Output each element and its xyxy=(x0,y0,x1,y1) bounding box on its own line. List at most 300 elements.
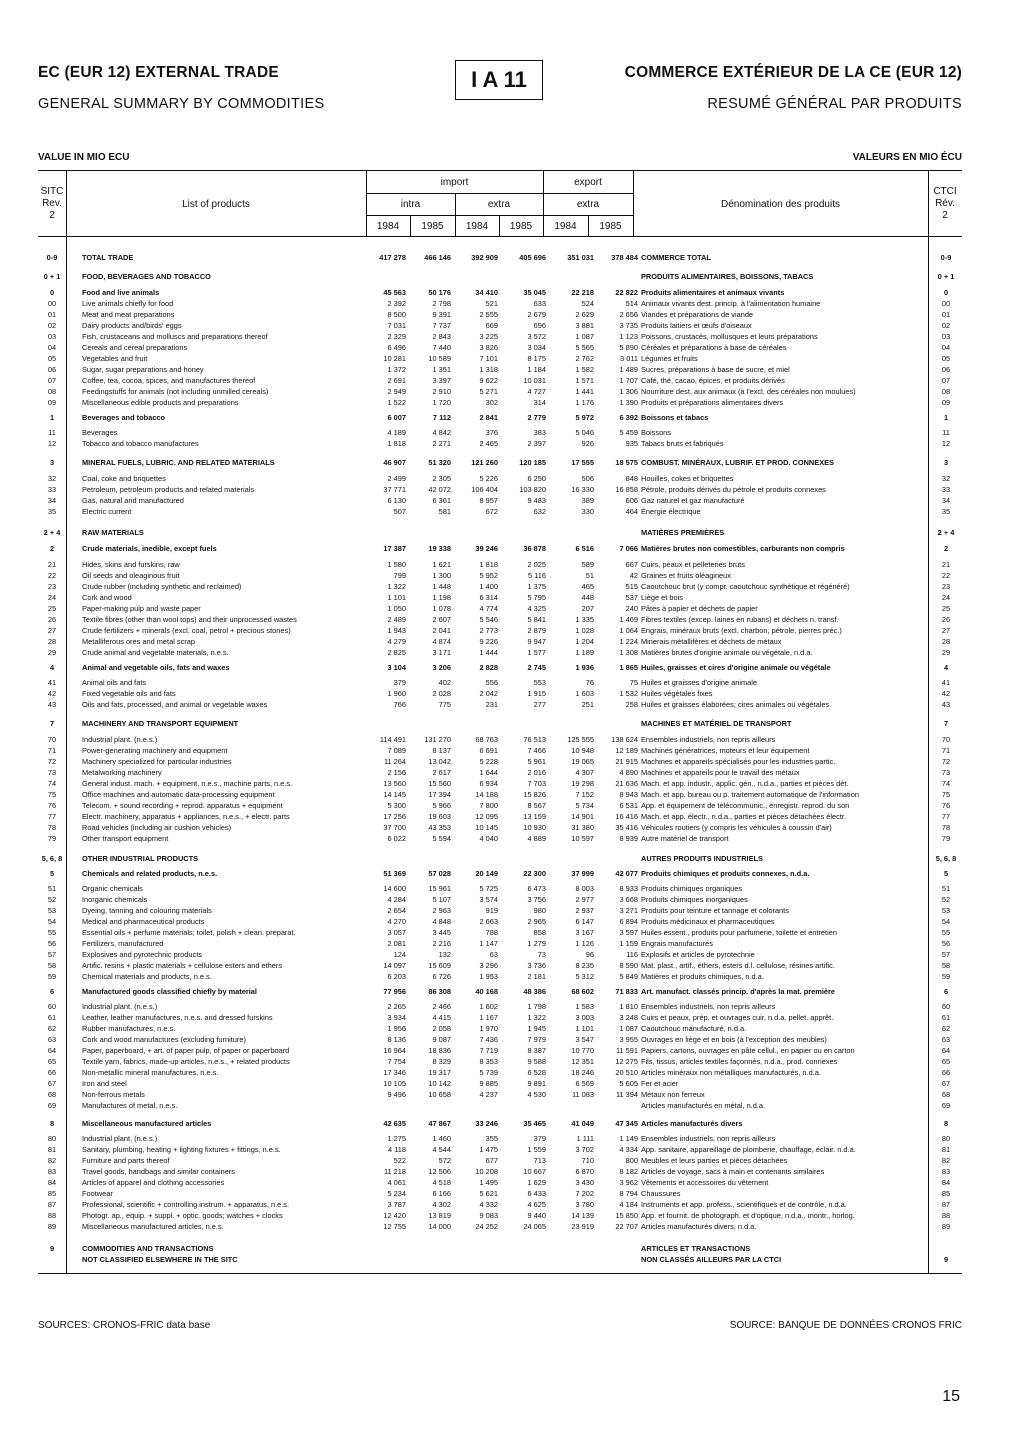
value-cell: 34 410 xyxy=(475,288,498,297)
sitc-code: 2 + 4 xyxy=(43,528,61,537)
value-cell: 4 334 xyxy=(619,1145,638,1154)
value-cell: 4 415 xyxy=(432,1013,451,1022)
ctci-code: 0 xyxy=(943,288,949,297)
table-row xyxy=(38,543,962,554)
product-label-en: Crude animal and vegetable materials, n.e.s. xyxy=(82,648,229,657)
sitc-code: 0 + 1 xyxy=(43,272,61,281)
value-cell: 6 166 xyxy=(432,1189,451,1198)
sitc-code: 43 xyxy=(47,700,57,709)
value-cell: 20 510 xyxy=(615,1068,638,1077)
value-cell: 8 329 xyxy=(432,1057,451,1066)
sitc-code: 52 xyxy=(47,895,57,904)
table-row xyxy=(38,688,962,699)
value-cell: 10 948 xyxy=(571,746,594,755)
value-cell: 2 329 xyxy=(387,332,406,341)
table-row xyxy=(38,800,962,811)
value-cell: 7 719 xyxy=(479,1046,498,1055)
value-cell: 6 726 xyxy=(432,972,451,981)
value-cell: 2 305 xyxy=(432,474,451,483)
ctci-code: 68 xyxy=(941,1090,951,1099)
table-row xyxy=(38,894,962,905)
table-row xyxy=(38,1221,962,1232)
ctci-code: 03 xyxy=(941,332,951,341)
value-cell: 379 xyxy=(533,1134,546,1143)
value-cell: 5 312 xyxy=(575,972,594,981)
value-cell: 19 317 xyxy=(428,1068,451,1077)
table-row xyxy=(38,495,962,506)
table-row xyxy=(38,949,962,960)
product-label-fr: Caoutchouc brut (y compr. caoutchouc synthétique et régénéré) xyxy=(641,582,850,591)
value-cell: 2 879 xyxy=(527,626,546,635)
sitc-code: 55 xyxy=(47,928,57,937)
value-cell: 6 022 xyxy=(387,834,406,843)
value-unit-left: VALUE IN MIO ECU xyxy=(38,152,130,163)
product-label-en: Crude rubber (including synthetic and reclaimed) xyxy=(82,582,242,591)
product-label-fr: Métaux non ferreux xyxy=(641,1090,705,1099)
value-cell: 1 275 xyxy=(387,1134,406,1143)
value-cell: 4 237 xyxy=(479,1090,498,1099)
value-cell: 4 061 xyxy=(387,1178,406,1187)
value-cell: 1 204 xyxy=(575,637,594,646)
table-row xyxy=(38,1100,962,1111)
sitc-code: 56 xyxy=(47,939,57,948)
value-cell: 2 466 xyxy=(432,1002,451,1011)
value-cell: 919 xyxy=(485,906,498,915)
product-label-fr: Articles de voyage, sacs à main et contenants similaires xyxy=(641,1167,825,1176)
value-cell: 22 300 xyxy=(523,869,546,878)
table-row xyxy=(38,527,962,538)
product-label-fr: Huiles, graisses et cires d'origine animale ou végétale xyxy=(641,663,831,672)
sitc-code: 0 xyxy=(49,288,55,297)
value-cell: 10 208 xyxy=(475,1167,498,1176)
product-label-en: Essential oils + perfume materials; toilet, polish + clean. preparat. xyxy=(82,928,296,937)
product-label-fr: Ensembles industriels, non repris ailleurs xyxy=(641,735,776,744)
table-row xyxy=(38,1034,962,1045)
value-cell: 1 441 xyxy=(575,387,594,396)
value-cell: 10 597 xyxy=(571,834,594,843)
value-cell: 1 577 xyxy=(527,648,546,657)
ctci-code: 63 xyxy=(941,1035,951,1044)
value-cell: 848 xyxy=(625,474,638,483)
product-label-fr: Véhicules routiers (y compris les véhicules à coussin d'air) xyxy=(641,823,832,832)
table-row xyxy=(38,734,962,745)
product-label-en: Explosives and pyrotechnic products xyxy=(82,950,202,959)
value-cell: 51 369 xyxy=(383,869,406,878)
value-cell: 1 159 xyxy=(619,939,638,948)
value-cell: 3 736 xyxy=(527,961,546,970)
table-row xyxy=(38,1155,962,1166)
ctci-code: 76 xyxy=(941,801,951,810)
value-cell: 633 xyxy=(533,299,546,308)
value-cell: 1 489 xyxy=(619,365,638,374)
sitc-code: 78 xyxy=(47,823,57,832)
sitc-code: 88 xyxy=(47,1211,57,1220)
value-cell: 3 572 xyxy=(527,332,546,341)
product-label-en: Metalliferous ores and metal scrap xyxy=(82,637,195,646)
value-cell: 75 xyxy=(629,678,638,687)
value-cell: 1 448 xyxy=(432,582,451,591)
value-cell: 12 351 xyxy=(571,1057,594,1066)
ctci-label: CTCI Rév. 2 xyxy=(933,186,957,221)
value-cell: 2 499 xyxy=(387,474,406,483)
sitc-code: 2 xyxy=(49,544,55,553)
value-cell: 17 387 xyxy=(383,544,406,553)
value-cell: 22 822 xyxy=(615,288,638,297)
ctci-code: 70 xyxy=(941,735,951,744)
value-cell: 572 xyxy=(438,1156,451,1165)
value-cell: 3 296 xyxy=(479,961,498,970)
value-cell: 1 943 xyxy=(387,626,406,635)
value-cell: 1 149 xyxy=(619,1134,638,1143)
sitc-code: 76 xyxy=(47,801,57,810)
value-cell: 1 915 xyxy=(527,689,546,698)
ctci-code: 2 + 4 xyxy=(937,528,955,537)
table-row xyxy=(38,473,962,484)
table-row xyxy=(38,636,962,647)
value-cell: 5 107 xyxy=(432,895,451,904)
value-cell: 124 xyxy=(393,950,406,959)
value-cell: 980 xyxy=(533,906,546,915)
value-cell: 383 xyxy=(533,428,546,437)
value-cell: 15 609 xyxy=(428,961,451,970)
ctci-code: 07 xyxy=(941,376,951,385)
ctci-code: 32 xyxy=(941,474,951,483)
value-cell: 3 430 xyxy=(575,1178,594,1187)
value-cell: 277 xyxy=(533,700,546,709)
table-row xyxy=(38,767,962,778)
product-label-fr: Pâtes à papier et déchets de papier xyxy=(641,604,758,613)
sitc-code: 87 xyxy=(47,1200,57,1209)
value-cell: 537 xyxy=(625,593,638,602)
value-cell: 37 999 xyxy=(571,869,594,878)
value-cell: 12 095 xyxy=(475,812,498,821)
value-cell: 2 028 xyxy=(432,689,451,698)
sitc-code: 60 xyxy=(47,1002,57,1011)
value-cell: 1 308 xyxy=(619,648,638,657)
product-label-en: Inorganic chemicals xyxy=(82,895,148,904)
list-products-label: List of products xyxy=(182,199,250,210)
product-label-fr: Produits chimiques inorganiques xyxy=(641,895,748,904)
product-label-en: Cereals and cereal preparations xyxy=(82,343,188,352)
value-cell: 36 878 xyxy=(523,544,546,553)
value-cell: 2 937 xyxy=(575,906,594,915)
value-cell: 9 588 xyxy=(527,1057,546,1066)
product-label-en: Furniture and parts thereof xyxy=(82,1156,170,1165)
value-cell: 556 xyxy=(485,678,498,687)
product-label-fr: COMMERCE TOTAL xyxy=(641,253,711,262)
sitc-code: 4 xyxy=(49,663,55,672)
value-cell: 5 594 xyxy=(432,834,451,843)
product-label-fr: Viandes et préparations de viande xyxy=(641,310,754,319)
export-label: export xyxy=(574,177,602,188)
ctci-code: 53 xyxy=(941,906,951,915)
value-cell: 696 xyxy=(533,321,546,330)
product-label-en: MACHINERY AND TRANSPORT EQUIPMENT xyxy=(82,719,239,728)
product-label-fr: Articles manufacturés en métal, n.d.a. xyxy=(641,1101,766,1110)
sitc-code: 51 xyxy=(47,884,57,893)
value-cell: 231 xyxy=(485,700,498,709)
ctci-code: 72 xyxy=(941,757,951,766)
ctci-code: 57 xyxy=(941,950,951,959)
value-cell: 3 826 xyxy=(479,343,498,352)
value-cell: 9 226 xyxy=(479,637,498,646)
value-cell: 5 116 xyxy=(528,571,546,580)
value-cell: 7 737 xyxy=(432,321,451,330)
sitc-code: 28 xyxy=(47,637,57,646)
value-cell: 5 271 xyxy=(479,387,498,396)
sitc-code: 59 xyxy=(47,972,57,981)
table-row xyxy=(38,287,962,298)
sitc-code: 82 xyxy=(47,1156,57,1165)
ctci-code: 83 xyxy=(941,1167,951,1176)
table-row xyxy=(38,811,962,822)
value-cell: 1 960 xyxy=(387,689,406,698)
sitc-code: 7 xyxy=(49,719,55,728)
sitc-code: 66 xyxy=(47,1068,57,1077)
value-cell: 515 xyxy=(625,582,638,591)
value-cell: 8 387 xyxy=(527,1046,546,1055)
table-row xyxy=(38,883,962,894)
value-cell: 1 720 xyxy=(432,398,451,407)
ctci-code: 62 xyxy=(941,1024,951,1033)
product-label-en: Food and live animals xyxy=(82,288,160,297)
value-cell: 19 603 xyxy=(428,812,451,821)
table-row xyxy=(38,603,962,614)
value-cell: 40 168 xyxy=(475,987,498,996)
value-cell: 63 xyxy=(489,950,498,959)
product-label-en: Professional, scientific + controlling instrum. + apparatus, n.e.s. xyxy=(82,1200,290,1209)
value-cell: 6 250 xyxy=(527,474,546,483)
value-cell: 76 513 xyxy=(523,735,546,744)
product-label-fr: COMBUST. MINÉRAUX, LUBRIF. ET PROD. CONNEXES xyxy=(641,458,834,467)
value-cell: 17 394 xyxy=(428,790,451,799)
value-cell: 76 xyxy=(585,678,594,687)
value-cell: 23 919 xyxy=(571,1222,594,1231)
value-cell: 8 933 xyxy=(619,884,638,893)
value-cell: 3 955 xyxy=(619,1035,638,1044)
table-row xyxy=(38,986,962,997)
sitc-code: 89 xyxy=(47,1222,57,1231)
value-cell: 3 547 xyxy=(575,1035,594,1044)
product-label-en: Leather, leather manufactures, n.e.s. and dressed furskins xyxy=(82,1013,273,1022)
product-label-en: Fertilizers, manufactured xyxy=(82,939,164,948)
product-label-en: Cork and wood xyxy=(82,593,132,602)
sitc-code: 63 xyxy=(47,1035,57,1044)
ctci-code: 89 xyxy=(941,1222,951,1231)
value-cell: 2 843 xyxy=(432,332,451,341)
value-cell: 43 353 xyxy=(428,823,451,832)
value-cell: 18 836 xyxy=(428,1046,451,1055)
value-cell: 3 881 xyxy=(575,321,594,330)
value-cell: 4 842 xyxy=(432,428,451,437)
value-cell: 330 xyxy=(581,507,594,516)
product-label-en: FOOD, BEVERAGES AND TOBACCO xyxy=(82,272,211,281)
value-cell: 132 xyxy=(438,950,451,959)
ctci-code: 24 xyxy=(941,593,951,602)
product-label-en: Dyeing, tanning and colouring materials xyxy=(82,906,212,915)
product-label-en: Miscellaneous manufactured articles xyxy=(82,1119,212,1128)
value-cell: 2 025 xyxy=(527,560,546,569)
value-cell: 15 826 xyxy=(523,790,546,799)
value-cell: 3 003 xyxy=(575,1013,594,1022)
value-cell: 4 518 xyxy=(432,1178,451,1187)
ctci-code: 41 xyxy=(941,678,951,687)
value-cell: 2 392 xyxy=(387,299,406,308)
product-label-fr: Machines et appareils pour le travail des métaux xyxy=(641,768,800,777)
value-cell: 19 065 xyxy=(571,757,594,766)
product-label-en: Iron and steel xyxy=(82,1079,127,1088)
sitc-code: 03 xyxy=(47,332,57,341)
product-label-fr: NON CLASSÉS AILLEURS PAR LA CTCI xyxy=(641,1255,782,1264)
table-row xyxy=(38,1045,962,1056)
value-cell: 4 040 xyxy=(479,834,498,843)
value-cell: 3 171 xyxy=(432,648,451,657)
table-row xyxy=(38,570,962,581)
value-cell: 4 727 xyxy=(527,387,546,396)
value-cell: 2 607 xyxy=(432,615,451,624)
value-cell: 5 300 xyxy=(387,801,406,810)
value-cell: 5 849 xyxy=(619,972,638,981)
table-row xyxy=(38,1023,962,1034)
product-label-fr: Énergie électrique xyxy=(641,507,701,516)
value-cell: 2 271 xyxy=(432,439,451,448)
ctci-code: 5, 6, 8 xyxy=(935,854,957,863)
value-cell: 677 xyxy=(485,1156,498,1165)
value-cell: 4 774 xyxy=(479,604,498,613)
table-row xyxy=(38,853,962,864)
product-label-fr: Autre matériel de transport xyxy=(641,834,729,843)
sitc-code: 61 xyxy=(47,1013,57,1022)
ctci-code: 66 xyxy=(941,1068,951,1077)
table-row xyxy=(38,364,962,375)
value-cell: 16 416 xyxy=(615,812,638,821)
product-label-fr: Gaz naturel et gaz manufacturé xyxy=(641,496,745,505)
value-cell: 57 028 xyxy=(428,869,451,878)
product-label-fr: Céréales et préparations à base de céréales xyxy=(641,343,787,352)
value-cell: 389 xyxy=(581,496,594,505)
sitc-code: 21 xyxy=(47,560,57,569)
table-row xyxy=(38,1166,962,1177)
value-cell: 2 949 xyxy=(387,387,406,396)
product-label-en: Crude fertilizers + minerals (excl. coal, petrol + precious stones) xyxy=(82,626,291,635)
value-cell: 1 123 xyxy=(619,332,638,341)
value-cell: 1 798 xyxy=(527,1002,546,1011)
value-cell: 1 335 xyxy=(575,615,594,624)
value-cell: 1 621 xyxy=(432,560,451,569)
table-row xyxy=(38,868,962,879)
product-label-fr: Produits laitiers et œufs d'oiseaux xyxy=(641,321,752,330)
product-label-en: Miscellaneous manufactured articles, n.e.s. xyxy=(82,1222,224,1231)
table-row xyxy=(38,375,962,386)
table-row xyxy=(38,778,962,789)
product-label-en: Sugar, sugar preparations and honey xyxy=(82,365,204,374)
table-row xyxy=(38,1089,962,1100)
sitc-code: 73 xyxy=(47,768,57,777)
product-label-en: Travel goods, handbags and similar containers xyxy=(82,1167,235,1176)
product-label-en: Fish, crustaceans and molluscs and preparations thereof xyxy=(82,332,268,341)
value-cell: 4 284 xyxy=(387,895,406,904)
sitc-code: 07 xyxy=(47,376,57,385)
value-cell: 37 700 xyxy=(383,823,406,832)
ctci-code: 71 xyxy=(941,746,951,755)
product-label-en: Industrial plant. (n.e.s.) xyxy=(82,735,158,744)
value-cell: 506 xyxy=(581,474,594,483)
ctci-code: 2 xyxy=(943,544,949,553)
product-label-fr: Huiles et graisses élaborées; cires animales ou végétales xyxy=(641,700,830,709)
product-label-en: Coffee, tea, cocoa, spices, and manufactures thereof xyxy=(82,376,256,385)
ctci-code: 64 xyxy=(941,1046,951,1055)
ctci-code: 74 xyxy=(941,779,951,788)
value-cell: 5 565 xyxy=(575,343,594,352)
sitc-code: 22 xyxy=(47,571,57,580)
product-label-fr: Fibres textiles (excep. laines en rubans) et déchets n. transf. xyxy=(641,615,839,624)
ctci-code: 34 xyxy=(941,496,951,505)
product-label-en: Hides, skins and furskins, raw xyxy=(82,560,180,569)
table-row xyxy=(38,1188,962,1199)
page-number: 15 xyxy=(942,1388,960,1405)
table-row xyxy=(38,745,962,756)
product-label-fr: Engrais manufacturés xyxy=(641,939,713,948)
value-cell: 2 656 xyxy=(619,310,638,319)
ctci-code: 69 xyxy=(941,1101,951,1110)
value-cell: 16 858 xyxy=(615,485,638,494)
value-cell: 24 065 xyxy=(523,1222,546,1231)
product-label-fr: MACHINES ET MATÉRIEL DE TRANSPORT xyxy=(641,719,792,728)
value-cell: 46 907 xyxy=(383,458,406,467)
sitc-code: 72 xyxy=(47,757,57,766)
product-label-fr: Articles manufacturés divers, n.d.a. xyxy=(641,1222,757,1231)
value-cell: 632 xyxy=(533,507,546,516)
value-cell: 47 345 xyxy=(615,1119,638,1128)
sitc-code: 12 xyxy=(47,439,57,448)
value-cell: 77 956 xyxy=(383,987,406,996)
ctci-code: 52 xyxy=(941,895,951,904)
product-label-en: General indust. mach. + equipment, n.e.s., machine parts, n.e.s. xyxy=(82,779,293,788)
value-cell: 121 260 xyxy=(471,458,498,467)
value-cell: 4 889 xyxy=(527,834,546,843)
value-cell: 15 961 xyxy=(428,884,451,893)
value-cell: 1 147 xyxy=(479,939,498,948)
ctci-code: 01 xyxy=(941,310,951,319)
product-label-en: Other transport equipment xyxy=(82,834,169,843)
value-cell: 1 400 xyxy=(479,582,498,591)
value-cell: 5 621 xyxy=(479,1189,498,1198)
value-cell: 1 318 xyxy=(479,365,498,374)
product-label-en: Telecom. + sound recording + reprod. apparatus + equipment xyxy=(82,801,283,810)
value-cell: 1 970 xyxy=(479,1024,498,1033)
value-cell: 1 390 xyxy=(619,398,638,407)
value-cell: 5 952 xyxy=(479,571,498,580)
value-cell: 42 072 xyxy=(428,485,451,494)
value-cell: 1 571 xyxy=(575,376,594,385)
value-cell: 2 977 xyxy=(575,895,594,904)
ctci-code: 29 xyxy=(941,648,951,657)
product-label-fr: PRODUITS ALIMENTAIRES, BOISSONS, TABACS xyxy=(641,272,814,281)
ctci-code: 23 xyxy=(941,582,951,591)
value-cell: 3 271 xyxy=(619,906,638,915)
value-cell: 710 xyxy=(581,1156,594,1165)
value-cell: 799 xyxy=(393,571,406,580)
product-label-en: RAW MATERIALS xyxy=(82,528,144,537)
sitc-code: 8 xyxy=(49,1119,55,1128)
table-row xyxy=(38,905,962,916)
value-cell: 1 460 xyxy=(432,1134,451,1143)
value-cell: 4 302 xyxy=(432,1200,451,1209)
value-cell: 114 491 xyxy=(379,735,406,744)
sitc-code: 54 xyxy=(47,917,57,926)
value-cell: 3 934 xyxy=(387,1013,406,1022)
value-cell: 6 516 xyxy=(575,544,594,553)
